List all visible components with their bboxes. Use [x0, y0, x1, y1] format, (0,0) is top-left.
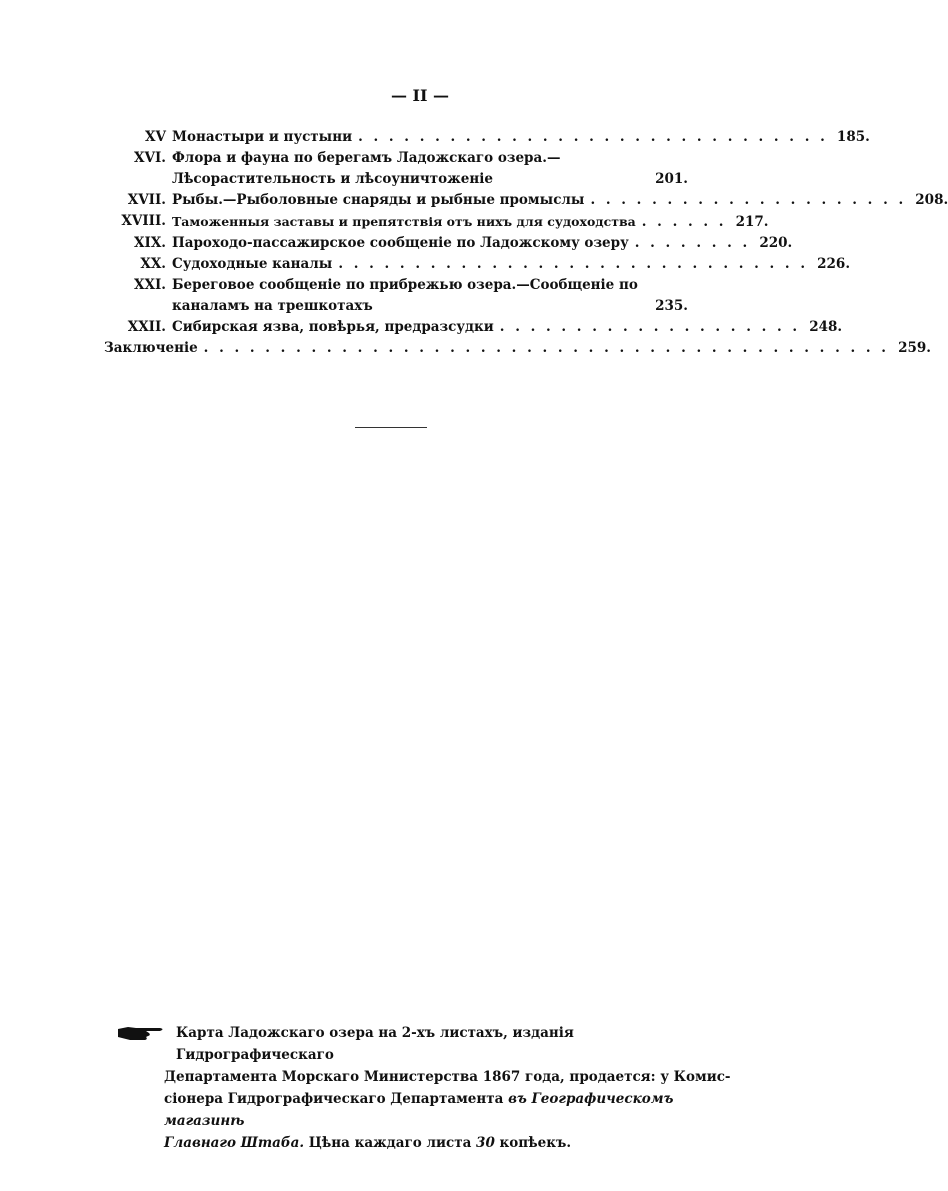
leader-dots: . . . . . . . . . . . . . . . . . . . . . . . . . . . . . . .	[358, 129, 828, 145]
chapter-number: XVII.	[127, 192, 166, 208]
page-number: — II —	[390, 86, 450, 105]
page-ref: 208.	[915, 192, 948, 208]
page-ref: 217.	[735, 214, 769, 230]
chapter-number: XVIII.	[121, 213, 166, 229]
notice-line	[116, 1088, 736, 1132]
toc-entry	[108, 317, 843, 338]
leader-dots: . . . . . . . .	[634, 235, 751, 251]
toc-entry	[108, 275, 688, 317]
page-ref: 201.	[655, 171, 688, 187]
notice-price: 30	[476, 1135, 495, 1151]
page-ref: 220.	[759, 235, 793, 251]
chapter-title: Судоходные каналы	[172, 256, 333, 272]
toc-entry	[108, 127, 870, 148]
notice-line	[116, 1132, 736, 1154]
notice-shop-name: въ Географическомъ магазинѣ	[164, 1091, 674, 1129]
toc-entry	[104, 338, 931, 359]
toc-entry	[108, 148, 688, 190]
chapter-number: XXI.	[134, 277, 166, 293]
chapter-title: Пароходо-пассажирское сообщеніе по Ладожскому озеру	[172, 235, 629, 251]
toc-entry	[108, 233, 793, 254]
leader-dots: . . . . . . . . . . . . . . . . . . . . . . . . . . . . . . . . . . . . . . . . . . . . .	[203, 340, 889, 356]
page-ref: 235.	[655, 298, 688, 314]
notice-staff-name: Главнаго Штаба.	[164, 1135, 305, 1151]
chapter-title: Заключеніе	[104, 340, 198, 356]
notice-text: Цѣна каждаго листа	[304, 1135, 477, 1151]
chapter-number: XV	[145, 129, 166, 145]
notice-text: копѣекъ.	[494, 1135, 572, 1151]
notice-line: Карта Ладожскаго озера на 2-хъ листахъ, изданія Гидрографическаго	[176, 1025, 574, 1063]
leader-dots: . . . . . . . . . . . . . . . . . . . .	[499, 319, 801, 335]
page-ref: 259.	[898, 340, 931, 356]
toc-entry	[108, 254, 851, 275]
chapter-title: Рыбы.—Рыболовные снаряды и рыбные промыслы	[172, 192, 585, 208]
pointing-hand-icon	[116, 1024, 166, 1042]
chapter-number: XXII.	[127, 319, 166, 335]
chapter-title: Таможенныя заставы и препятствія отъ нихъ для судоходства	[172, 214, 636, 229]
chapter-title: Береговое сообщеніе по прибрежью озера.—Сообщеніе по каналамъ на трешкотахъ	[172, 277, 638, 314]
chapter-number: XX.	[140, 256, 166, 272]
notice-line: Департамента Морскаго Министерства 1867 года, продается: у Комис-	[164, 1069, 731, 1085]
map-notice	[116, 1022, 736, 1154]
chapter-title: Монастыри и пустыни	[172, 129, 353, 145]
notice-text: сіонера Гидрографическаго Департамента	[164, 1091, 509, 1107]
chapter-number: XIX.	[134, 235, 166, 251]
toc-entry	[108, 190, 948, 211]
leader-dots: . . . . . . . . . . . . . . . . . . . . .	[590, 192, 907, 208]
leader-dots: . . . . . . . . . . . . . . . . . . . . . . . . . . . . . . .	[338, 256, 809, 272]
toc-entry	[108, 211, 769, 233]
section-divider	[355, 427, 427, 428]
chapter-number: XVI.	[134, 150, 166, 166]
table-of-contents	[104, 127, 948, 359]
chapter-title: Флора и фауна по берегамъ Ладожскаго озера.—Лѣсорастительность и лѣсоуничтоженіе	[172, 150, 561, 187]
page-ref: 226.	[817, 256, 851, 272]
page-ref: 185.	[836, 129, 870, 145]
leader-dots: . . . . . .	[641, 214, 727, 230]
page-ref: 248.	[809, 319, 843, 335]
chapter-title: Сибирская язва, повѣрья, предразсудки	[172, 319, 494, 335]
